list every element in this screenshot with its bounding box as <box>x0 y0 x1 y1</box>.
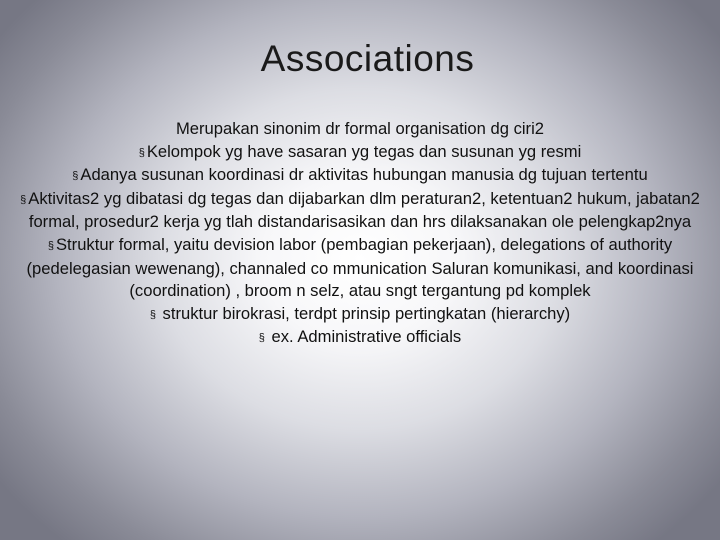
bullet-marker-icon: § <box>72 170 79 183</box>
bullet-text-4: Struktur formal, yaitu devision labor (pembagian pekerjaan), delegations of authority (pedelegasian wewenang), channaled co mmunication Saluran komunikasi, and koordinasi (coordination) , broom n selz, atau sngt tergantung pd komplek <box>26 234 694 301</box>
bullet-text-2: Adanya susunan koordinasi dr aktivitas hubungan manusia dg tujuan tertentu <box>80 165 648 185</box>
bullet-item-4 <box>8 234 712 303</box>
bullet-marker-icon: § <box>20 193 27 206</box>
intro-text: Merupakan sinonim dr formal organisation dg ciri2 <box>175 119 544 138</box>
bullet-text-6: ex. Administrative officials <box>266 327 462 347</box>
bullet-text-5: struktur birokrasi, terdpt prinsip pertingkatan (hierarchy) <box>157 303 571 323</box>
bullet-text-3: Aktivitas2 yg dibatasi dg tegas dan dijabarkan dlm peraturan2, ketentuan2 hukum, jabatan2 formal, prosedur2 kerja yg tlah distandarisasikan dan hrs dilaksanakan ole pelengkap2nya <box>28 188 700 232</box>
bullet-marker-icon: § <box>47 239 54 252</box>
bullet-item-1 <box>8 141 712 165</box>
bullet-item-5 <box>8 303 712 327</box>
bullet-marker-icon: § <box>258 332 265 345</box>
bullet-item-6 <box>8 326 712 350</box>
bullet-item-3 <box>8 188 712 234</box>
slide-title: Associations <box>260 38 475 79</box>
bullet-item-2 <box>8 164 712 188</box>
bullet-text-1: Kelompok yg have sasaran yg tegas dan susunan yg resmi <box>146 141 582 161</box>
bullet-marker-icon: § <box>138 146 145 159</box>
slide-body <box>8 118 712 350</box>
bullet-marker-icon: § <box>149 308 156 321</box>
